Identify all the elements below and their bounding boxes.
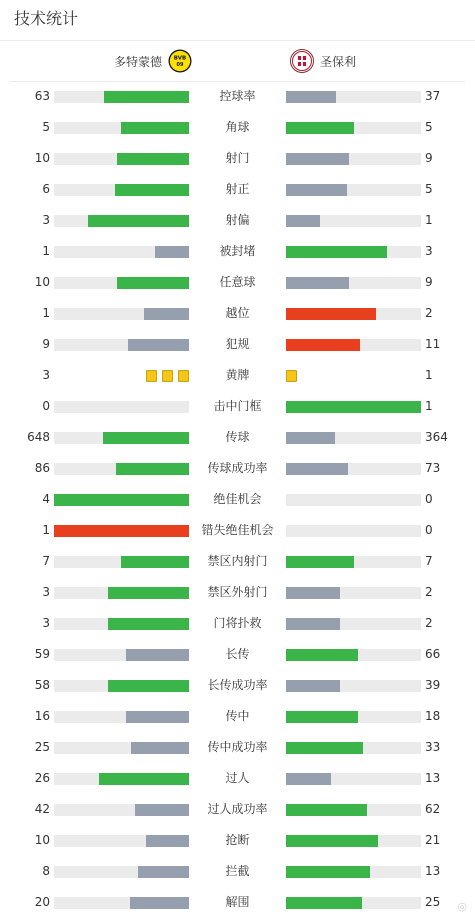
stat-row (0, 639, 475, 670)
home-bar-track (54, 339, 189, 351)
home-bar-track (54, 277, 189, 289)
away-bar-track (286, 122, 421, 134)
away-value: 3 (425, 244, 433, 258)
away-bar-track (286, 773, 421, 785)
home-value: 16 (34, 709, 50, 723)
home-value: 1 (42, 523, 50, 537)
stat-row (0, 236, 475, 267)
away-team-name: 圣保利 (320, 54, 357, 69)
stat-row (0, 422, 475, 453)
watermark: ◎ (457, 900, 467, 913)
away-value: 33 (425, 740, 441, 754)
away-value: 9 (425, 275, 433, 289)
away-bar (286, 308, 376, 320)
stat-row (0, 298, 475, 329)
away-bar (286, 401, 421, 413)
away-bar-track (286, 680, 421, 692)
away-bar (286, 91, 336, 103)
home-bar-track (54, 556, 189, 568)
away-value: 5 (425, 120, 433, 134)
away-bar-track (286, 804, 421, 816)
home-value: 9 (42, 337, 50, 351)
stat-row (0, 546, 475, 577)
stat-row (0, 732, 475, 763)
home-value: 648 (27, 430, 50, 444)
away-bar (286, 277, 349, 289)
away-bar (286, 587, 340, 599)
away-bar (286, 463, 348, 475)
home-value: 5 (42, 120, 50, 134)
home-bar (103, 432, 189, 444)
home-bar-track (54, 122, 189, 134)
away-value: 0 (425, 523, 433, 537)
home-value: 3 (42, 585, 50, 599)
away-bar-track (286, 432, 421, 444)
page-title: 技术统计 (14, 9, 79, 28)
home-bar (54, 494, 189, 506)
stat-label: 控球率 (219, 89, 256, 103)
home-bar-track (54, 711, 189, 723)
away-bar (286, 649, 358, 661)
home-value: 3 (42, 368, 50, 382)
away-value: 2 (425, 585, 433, 599)
home-bar (138, 866, 189, 878)
away-bar-track (286, 277, 421, 289)
home-bar-track (54, 308, 189, 320)
away-bar (286, 680, 340, 692)
away-bar-track (286, 897, 421, 909)
svg-text:09: 09 (176, 62, 184, 68)
stat-row (0, 484, 475, 515)
away-bar (286, 184, 347, 196)
stat-row (0, 825, 475, 856)
stat-row (0, 81, 475, 112)
home-bar-track (54, 773, 189, 785)
st-pauli-logo-icon (290, 49, 314, 73)
stat-row (0, 856, 475, 887)
stat-label: 任意球 (219, 275, 256, 289)
stat-row (0, 453, 475, 484)
away-value: 1 (425, 213, 433, 227)
stat-label: 解围 (225, 895, 250, 909)
away-bar (286, 339, 360, 351)
away-value: 21 (425, 833, 441, 847)
home-bar-track (54, 618, 189, 630)
home-bar (108, 618, 189, 630)
away-bar (286, 773, 331, 785)
yellow-card-icon (146, 370, 157, 382)
away-bar-track (286, 463, 421, 475)
away-bar-track (286, 339, 421, 351)
home-value: 7 (42, 554, 50, 568)
stat-label: 错失绝佳机会 (201, 523, 274, 537)
away-bar-track (286, 742, 421, 754)
home-bar (128, 339, 189, 351)
away-bar-track (286, 246, 421, 258)
stat-label: 射门 (225, 151, 250, 165)
home-bar-track (54, 742, 189, 754)
stat-row (0, 174, 475, 205)
home-value: 8 (42, 864, 50, 878)
home-team[interactable] (114, 49, 192, 73)
away-value: 1 (425, 399, 433, 413)
home-bar-track (54, 835, 189, 847)
away-bar-track (286, 308, 421, 320)
home-bar-track (54, 401, 189, 413)
stat-label: 射正 (225, 182, 250, 196)
home-bar-track (54, 866, 189, 878)
away-value: 39 (425, 678, 441, 692)
home-bar-track (54, 587, 189, 599)
home-value: 58 (34, 678, 50, 692)
home-value: 10 (34, 275, 50, 289)
stat-label: 角球 (225, 120, 250, 134)
home-bar-track (54, 494, 189, 506)
away-bar-track (286, 525, 421, 537)
away-value: 1 (425, 368, 433, 382)
away-value: 13 (425, 864, 441, 878)
stat-row (0, 794, 475, 825)
away-bar (286, 432, 335, 444)
svg-text:BVB: BVB (173, 55, 187, 62)
stat-row (0, 701, 475, 732)
away-bar-track (286, 711, 421, 723)
away-bar (286, 215, 320, 227)
stat-label: 过人成功率 (207, 802, 268, 816)
away-value: 25 (425, 895, 441, 909)
away-value: 7 (425, 554, 433, 568)
home-bar (146, 835, 189, 847)
away-bar (286, 618, 340, 630)
away-value: 11 (425, 337, 441, 351)
home-value: 4 (42, 492, 50, 506)
home-bar-track (54, 897, 189, 909)
home-bar (131, 742, 189, 754)
stat-label: 传中成功率 (207, 740, 268, 754)
away-value: 2 (425, 616, 433, 630)
stat-label: 犯规 (225, 337, 250, 351)
stat-row (0, 577, 475, 608)
home-bar (130, 897, 189, 909)
stat-label: 拦截 (225, 864, 250, 878)
home-bar (88, 215, 189, 227)
home-value: 10 (34, 833, 50, 847)
away-bar (286, 866, 370, 878)
away-value: 66 (425, 647, 441, 661)
away-bar-track (286, 587, 421, 599)
stat-row (0, 143, 475, 174)
stat-label: 门将扑救 (213, 616, 262, 630)
away-bar-track (286, 494, 421, 506)
away-yellow-cards (286, 370, 297, 382)
home-bar (121, 556, 189, 568)
dortmund-logo-icon (168, 49, 192, 73)
home-bar (54, 525, 189, 537)
home-bar (126, 649, 189, 661)
stats-list (0, 81, 475, 918)
home-bar (144, 308, 189, 320)
stat-label: 禁区内射门 (207, 554, 268, 568)
teams-header (0, 42, 475, 80)
yellow-card-icon (286, 370, 297, 382)
yellow-card-icon (178, 370, 189, 382)
away-bar-track (286, 401, 421, 413)
stat-row (0, 515, 475, 546)
away-value: 5 (425, 182, 433, 196)
home-value: 10 (34, 151, 50, 165)
home-value: 6 (42, 182, 50, 196)
home-bar (117, 153, 189, 165)
home-value: 59 (34, 647, 50, 661)
away-bar-track (286, 835, 421, 847)
away-bar (286, 835, 378, 847)
home-team-name: 多特蒙德 (113, 54, 162, 69)
home-bar (99, 773, 189, 785)
away-team[interactable] (290, 49, 356, 73)
home-value: 20 (34, 895, 50, 909)
home-bar-track (54, 246, 189, 258)
away-bar (286, 556, 354, 568)
home-bar (108, 587, 189, 599)
home-bar (104, 91, 189, 103)
home-value: 1 (42, 244, 50, 258)
home-value: 3 (42, 213, 50, 227)
home-bar (116, 463, 189, 475)
stat-label: 传中 (225, 709, 250, 723)
home-bar-track (54, 432, 189, 444)
home-bar-track (54, 649, 189, 661)
stat-row (0, 670, 475, 701)
home-bar-track (54, 680, 189, 692)
home-bar-track (54, 804, 189, 816)
stat-label: 长传 (225, 647, 250, 661)
stat-row (0, 887, 475, 918)
home-value: 63 (34, 89, 50, 103)
home-bar (117, 277, 189, 289)
home-bar (126, 711, 189, 723)
stat-label: 被封堵 (219, 244, 256, 258)
stat-row (0, 391, 475, 422)
home-value: 1 (42, 306, 50, 320)
home-bar-track (54, 184, 189, 196)
stat-label: 击中门框 (213, 399, 262, 413)
away-bar (286, 246, 387, 258)
stat-row (0, 267, 475, 298)
stat-label: 长传成功率 (207, 678, 268, 692)
home-bar-track (54, 153, 189, 165)
home-value: 26 (34, 771, 50, 785)
away-value: 9 (425, 151, 433, 165)
away-value: 62 (425, 802, 441, 816)
stat-label: 抢断 (225, 833, 250, 847)
stat-label: 绝佳机会 (213, 492, 262, 506)
away-bar-track (286, 649, 421, 661)
home-bar (108, 680, 189, 692)
stat-row (0, 112, 475, 143)
away-bar (286, 804, 367, 816)
yellow-card-icon (162, 370, 173, 382)
away-bar (286, 897, 362, 909)
stat-label: 黄牌 (225, 368, 250, 382)
stat-label: 过人 (225, 771, 250, 785)
home-value: 42 (34, 802, 50, 816)
stat-label: 射偏 (225, 213, 250, 227)
home-bar-track (54, 91, 189, 103)
stat-row (0, 608, 475, 639)
home-value: 0 (42, 399, 50, 413)
stat-label: 传球 (225, 430, 250, 444)
home-bar-track (54, 525, 189, 537)
stat-label: 传球成功率 (207, 461, 268, 475)
away-bar (286, 122, 354, 134)
home-bar (155, 246, 189, 258)
home-bar-track (54, 463, 189, 475)
away-bar-track (286, 556, 421, 568)
away-value: 13 (425, 771, 441, 785)
away-bar (286, 711, 358, 723)
home-value: 86 (34, 461, 50, 475)
home-bar (135, 804, 189, 816)
home-bar (121, 122, 189, 134)
away-bar-track (286, 215, 421, 227)
away-bar-track (286, 153, 421, 165)
away-value: 364 (425, 430, 448, 444)
away-value: 73 (425, 461, 441, 475)
away-value: 0 (425, 492, 433, 506)
away-value: 2 (425, 306, 433, 320)
stat-row (0, 329, 475, 360)
away-bar-track (286, 618, 421, 630)
away-bar (286, 742, 363, 754)
home-value: 25 (34, 740, 50, 754)
home-bar-track (54, 215, 189, 227)
home-bar (115, 184, 189, 196)
stat-row (0, 360, 475, 391)
away-bar (286, 153, 349, 165)
home-yellow-cards (146, 370, 189, 382)
header-divider (0, 40, 475, 41)
away-value: 37 (425, 89, 441, 103)
stat-label: 禁区外射门 (207, 585, 268, 599)
stat-row (0, 763, 475, 794)
away-value: 18 (425, 709, 441, 723)
stat-label: 越位 (225, 306, 250, 320)
home-value: 3 (42, 616, 50, 630)
away-bar-track (286, 184, 421, 196)
away-bar-track (286, 866, 421, 878)
stat-row (0, 205, 475, 236)
away-bar-track (286, 91, 421, 103)
